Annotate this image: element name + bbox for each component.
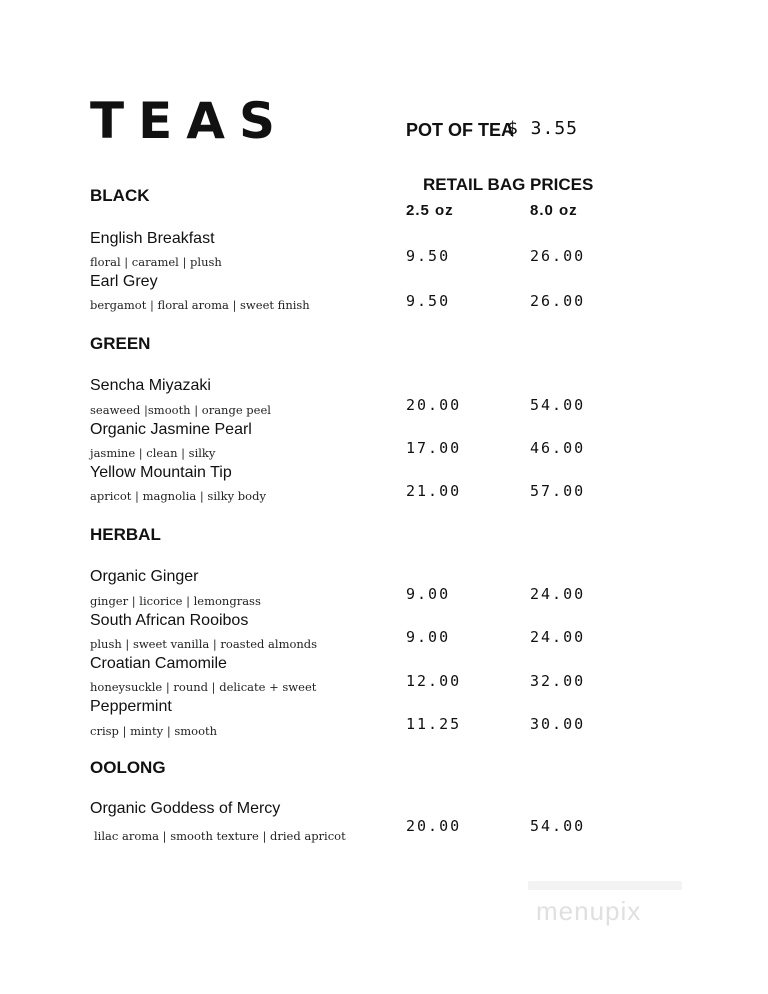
price-small: 11.25 [406, 715, 462, 733]
section-herbal-heading: HERBAL [90, 525, 161, 544]
price-small: 9.50 [406, 247, 451, 265]
section-black-heading: BLACK [90, 186, 150, 205]
price-large: 26.00 [530, 292, 586, 310]
price-small: 9.00 [406, 585, 451, 603]
price-large: 54.00 [530, 817, 586, 835]
retail-bag-prices-heading: RETAIL BAG PRICES [423, 175, 594, 194]
price-large: 54.00 [530, 396, 586, 414]
item-name: Organic Jasmine Pearl [90, 421, 252, 438]
item-description: lilac aroma | smooth texture | dried apricot [94, 829, 346, 843]
size-large-heading: 8.0 oz [530, 202, 578, 219]
item-description: floral | caramel | plush [90, 255, 222, 269]
item-name: Earl Grey [90, 273, 158, 290]
price-large: 24.00 [530, 628, 586, 646]
section-oolong-heading: OOLONG [90, 758, 166, 777]
pot-of-tea-label: POT OF TEA [406, 120, 514, 140]
item-description: crisp | minty | smooth [90, 724, 218, 738]
price-large: 24.00 [530, 585, 586, 603]
price-large: 32.00 [530, 672, 586, 690]
price-small: 12.00 [406, 672, 462, 690]
item-name: Yellow Mountain Tip [90, 464, 232, 481]
item-description: bergamot | floral aroma | sweet finish [90, 298, 310, 312]
item-description: jasmine | clean | silky [90, 446, 216, 460]
size-small-heading: 2.5 oz [406, 202, 454, 219]
item-name: Organic Ginger [90, 568, 199, 585]
menupix-watermark: menupix [536, 896, 642, 926]
pot-of-tea-price: $ 3.55 [507, 118, 579, 139]
item-description: apricot | magnolia | silky body [90, 489, 266, 503]
item-description: honeysuckle | round | delicate + sweet [90, 680, 317, 694]
price-small: 9.00 [406, 628, 451, 646]
price-small: 17.00 [406, 439, 462, 457]
price-large: 26.00 [530, 247, 586, 265]
item-name: South African Rooibos [90, 612, 249, 629]
price-small: 20.00 [406, 817, 462, 835]
item-name: Croatian Camomile [90, 655, 227, 672]
section-green-heading: GREEN [90, 334, 151, 353]
price-small: 21.00 [406, 482, 462, 500]
item-name: Sencha Miyazaki [90, 377, 211, 394]
item-description: ginger | licorice | lemongrass [90, 594, 261, 608]
page-title: TEAS [90, 92, 289, 150]
item-name: Peppermint [90, 698, 172, 715]
price-large: 57.00 [530, 482, 586, 500]
price-small: 20.00 [406, 396, 462, 414]
item-description: seaweed |smooth | orange peel [90, 403, 271, 417]
watermark-bar [528, 881, 682, 890]
item-name: English Breakfast [90, 230, 215, 247]
price-large: 46.00 [530, 439, 586, 457]
item-name: Organic Goddess of Mercy [90, 800, 281, 817]
item-description: plush | sweet vanilla | roasted almonds [90, 637, 318, 651]
price-small: 9.50 [406, 292, 451, 310]
price-large: 30.00 [530, 715, 586, 733]
